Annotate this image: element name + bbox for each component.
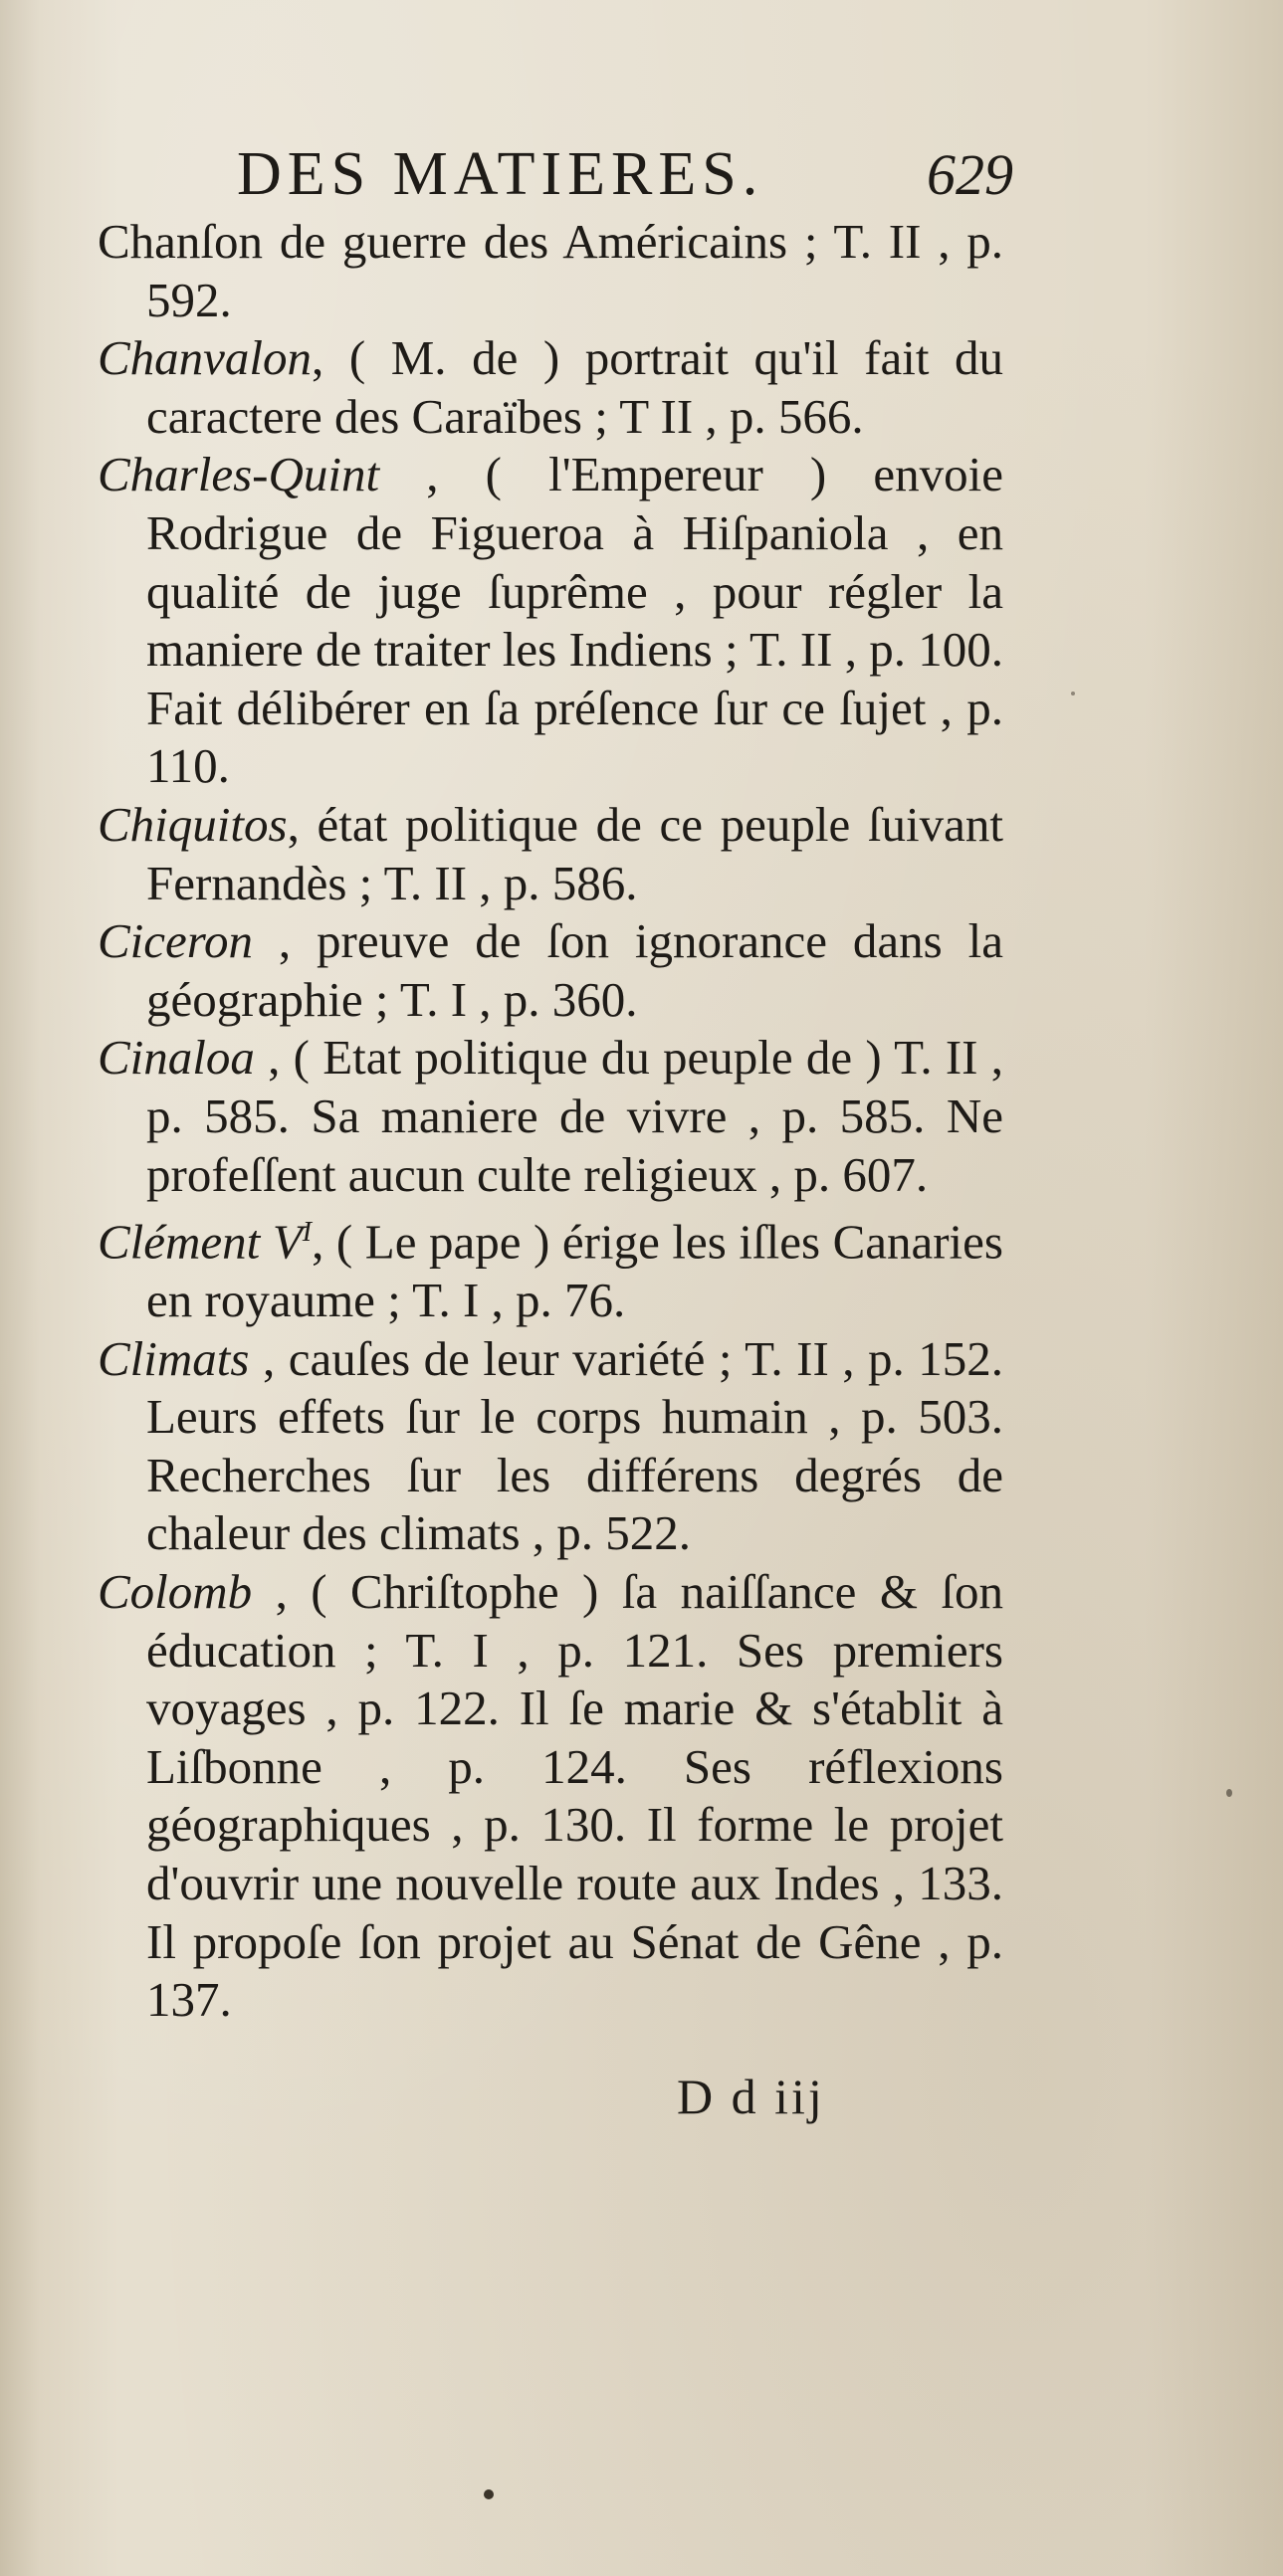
- entry-term: Charles-Quint: [98, 447, 380, 502]
- index-entry-chiquitos: [98, 796, 1003, 912]
- index-entry-clement: [98, 1204, 1003, 1330]
- index-entry-charles-quint: [98, 446, 1003, 796]
- signature-mark: D d iij: [677, 2069, 825, 2124]
- entry-text: , ( Chriſtophe ) ſa naiſſance & ſon éducation ; T. I , p. 121. Ses premiers voyages , p. 122. Il ſe marie & s'établit à Liſbonne , p. 124. Ses réflexions géographiques , p. 130. Il forme le projet d'ouvrir une nouvelle route aux Indes , 133. Il propoſe ſon projet au Sénat de Gêne , p. 137.: [146, 1563, 1003, 2028]
- index-body: [98, 213, 1003, 2030]
- index-entry-climats: [98, 1330, 1003, 1563]
- entry-term: Chanvalon: [98, 330, 313, 386]
- header-title: DES MATIERES.: [237, 140, 764, 208]
- entry-text: , ( Le pape ) érige les iſles Canaries en royaume ; T. I , p. 76.: [146, 1214, 1003, 1328]
- index-entry-colomb: [98, 1563, 1003, 2030]
- entry-term: Cinaloa: [98, 1030, 255, 1086]
- entry-text: Chanſon de guerre des Américains ; T. II , p. 592.: [98, 214, 1003, 327]
- page-number: 629: [927, 142, 1013, 207]
- index-entry-cinaloa: [98, 1029, 1003, 1204]
- entry-term: Chiquitos: [98, 796, 288, 852]
- entry-term: Colomb: [98, 1563, 253, 1619]
- entry-text: , ( Etat politique du peuple de ) T. II , p. 585. Sa maniere de vivre , p. 585. Ne profeſſent aucun culte religieux , p. 607.: [146, 1030, 1003, 1202]
- entry-text: , ( l'Empereur ) envoie Rodrigue de Figueroa à Hiſpaniola , en qualité de juge ſuprême , pour régler la maniere de traiter les Indiens ; T. II , p. 100. Fait délibérer en ſa préſence ſur ce ſujet , p. 110.: [146, 447, 1003, 794]
- entry-term: Clément V: [98, 1214, 303, 1270]
- running-header: [237, 139, 1013, 210]
- index-entry-chanson: [98, 213, 1003, 329]
- entry-text: , cauſes de leur variété ; T. II , p. 152. Leurs effets ſur le corps humain , p. 503. Recherches ſur les différens degrés de chaleur des climats , p. 522.: [146, 1330, 1003, 1561]
- paper-speck: [1071, 692, 1075, 695]
- entry-term: Ciceron: [98, 913, 254, 969]
- entry-term-superscript: I: [302, 1217, 313, 1249]
- index-entry-chanvalon: [98, 329, 1003, 446]
- paper-speck: [484, 2489, 494, 2499]
- index-entry-ciceron: [98, 912, 1003, 1029]
- entry-term: Climats: [98, 1330, 250, 1386]
- entry-text: , preuve de ſon ignorance dans la géographie ; T. I , p. 360.: [146, 913, 1003, 1027]
- entry-text: , ( M. de ) portrait qu'il fait du caractere des Caraïbes ; T II , p. 566.: [146, 330, 1003, 444]
- entry-text: , état politique de ce peuple ſuivant Fernandès ; T. II , p. 586.: [146, 796, 1003, 910]
- paper-speck: [1226, 1789, 1232, 1797]
